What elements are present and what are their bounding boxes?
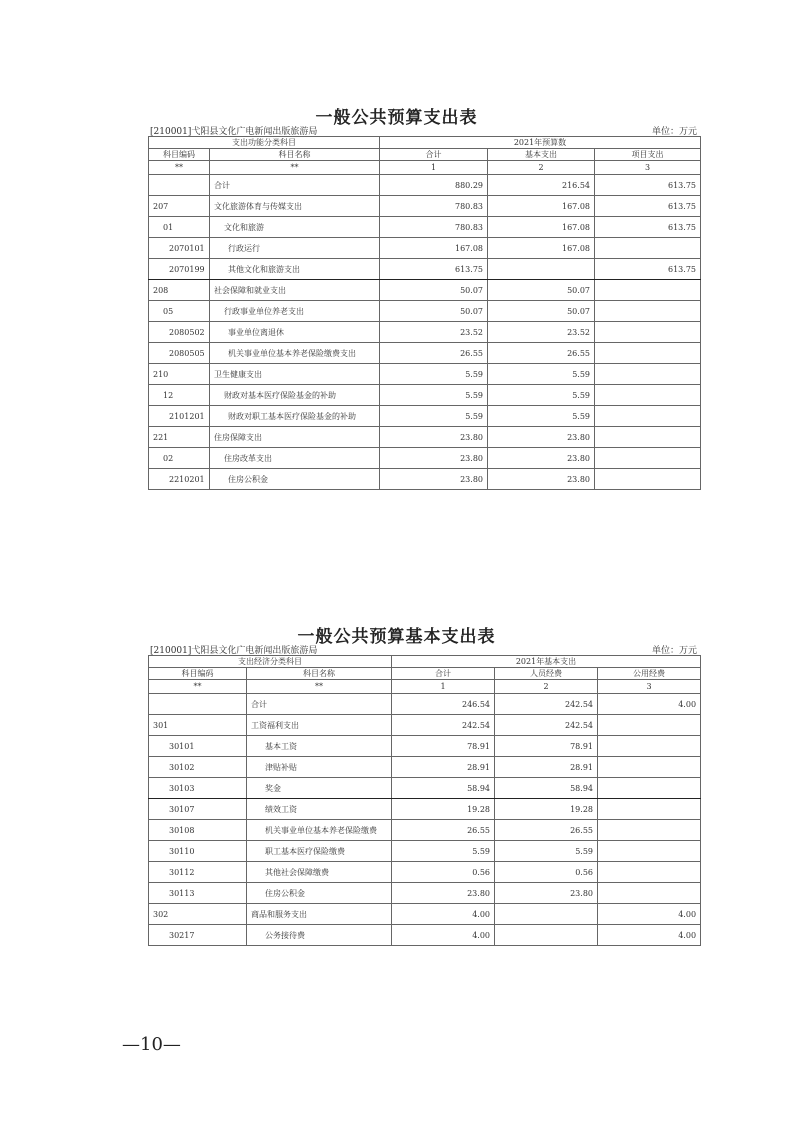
table-row: [149, 280, 701, 301]
table1-cell-basic: 5.59: [488, 406, 595, 427]
table-row: [149, 343, 701, 364]
table2-cell-public: [598, 778, 701, 799]
table1-cell-total: 780.83: [380, 217, 488, 238]
table2-cell-personnel: 242.54: [495, 694, 598, 715]
table2-cell-public: [598, 883, 701, 904]
table1-cell-code: 12: [149, 385, 210, 406]
table1-col-code: 科目编码: [149, 149, 210, 161]
table2-group-right: 2021年基本支出: [392, 656, 701, 668]
table1-title: 一般公共预算支出表: [315, 108, 478, 128]
table2-cell-public: [598, 841, 701, 862]
table1-cell-basic: 23.80: [488, 469, 595, 490]
table1-idx-basic: 2: [488, 161, 595, 175]
table2-cell-personnel: 58.94: [495, 778, 598, 799]
table2-cell-code: 302: [149, 904, 247, 925]
table2-cell-personnel: 78.91: [495, 736, 598, 757]
table1-cell-name: 行政运行: [210, 238, 380, 259]
table1-cell-basic: 5.59: [488, 385, 595, 406]
table1-cell-total: 5.59: [380, 364, 488, 385]
table-row: [149, 862, 701, 883]
table1-cell-code: 2070199: [149, 259, 210, 280]
table1-cell-project: [595, 427, 701, 448]
table1-cell-total: 26.55: [380, 343, 488, 364]
table2-cell-total: 58.94: [392, 778, 495, 799]
table1-cell-project: 613.75: [595, 175, 701, 196]
table2-cell-public: [598, 862, 701, 883]
table-row: [149, 427, 701, 448]
table1-cell-basic: 167.08: [488, 238, 595, 259]
table2-cell-name: 其他社会保障缴费: [247, 862, 392, 883]
table1-cell-basic: 167.08: [488, 196, 595, 217]
table2-cell-code: 30102: [149, 757, 247, 778]
table2-idx-personnel: 2: [495, 680, 598, 694]
table2-unit: 单位：万元: [652, 646, 698, 656]
table-row: [149, 364, 701, 385]
table2-idx-name: **: [247, 680, 392, 694]
table1-cell-code: 221: [149, 427, 210, 448]
table1-cell-basic: 50.07: [488, 301, 595, 322]
table1-cell-code: 2080505: [149, 343, 210, 364]
table2-cell-personnel: 28.91: [495, 757, 598, 778]
table2-cell-personnel: [495, 925, 598, 946]
table1-cell-total: 5.59: [380, 406, 488, 427]
table1-idx-total: 1: [380, 161, 488, 175]
table1-cell-project: [595, 301, 701, 322]
table1-cell-code: 210: [149, 364, 210, 385]
table2-cell-total: 23.80: [392, 883, 495, 904]
page-number: —10—: [122, 1034, 181, 1055]
table-row: [149, 301, 701, 322]
table-row: [149, 469, 701, 490]
table-row: [149, 175, 701, 196]
table1-cell-project: 613.75: [595, 259, 701, 280]
table1-cell-total: 23.80: [380, 469, 488, 490]
table2-cell-name: 公务接待费: [247, 925, 392, 946]
table2-col-name: 科目名称: [247, 668, 392, 680]
table2-col-personnel: 人员经费: [495, 668, 598, 680]
table-row: [149, 799, 701, 820]
table1-cell-basic: 216.54: [488, 175, 595, 196]
table1-cell-name: 行政事业单位养老支出: [210, 301, 380, 322]
table2-cell-personnel: 0.56: [495, 862, 598, 883]
table1-group-left: 支出功能分类科目: [149, 137, 380, 149]
table2-cell-name: 职工基本医疗保险缴费: [247, 841, 392, 862]
table2-idx-total: 1: [392, 680, 495, 694]
table-row: [149, 841, 701, 862]
table1-cell-basic: 50.07: [488, 280, 595, 301]
table1-cell-total: 50.07: [380, 280, 488, 301]
table2-col-public: 公用经费: [598, 668, 701, 680]
table1-cell-name: 其他文化和旅游支出: [210, 259, 380, 280]
table1-cell-code: 207: [149, 196, 210, 217]
table2-cell-personnel: [495, 904, 598, 925]
table2-cell-code: 30103: [149, 778, 247, 799]
table2-cell-total: 4.00: [392, 904, 495, 925]
table1-cell-code: 02: [149, 448, 210, 469]
table1-cell-name: 合计: [210, 175, 380, 196]
table2-cell-name: 奖金: [247, 778, 392, 799]
table1-cell-project: 613.75: [595, 217, 701, 238]
table1-cell-project: [595, 385, 701, 406]
table1-cell-project: [595, 322, 701, 343]
table2-cell-total: 78.91: [392, 736, 495, 757]
table1-cell-project: [595, 343, 701, 364]
table-row: [149, 715, 701, 736]
table1-cell-total: 613.75: [380, 259, 488, 280]
table1-cell-total: 880.29: [380, 175, 488, 196]
table1-idx-code: **: [149, 161, 210, 175]
table-row: [149, 736, 701, 757]
table-row: [149, 448, 701, 469]
table2-cell-total: 242.54: [392, 715, 495, 736]
table2-cell-personnel: 242.54: [495, 715, 598, 736]
table2-title: 一般公共预算基本支出表: [297, 627, 496, 647]
table1-cell-name: 社会保障和就业支出: [210, 280, 380, 301]
table2-cell-total: 4.00: [392, 925, 495, 946]
table-row: [149, 406, 701, 427]
table2-cell-name: 机关事业单位基本养老保险缴费: [247, 820, 392, 841]
table1-cell-name: 事业单位离退休: [210, 322, 380, 343]
table2-cell-personnel: 5.59: [495, 841, 598, 862]
table1-col-name: 科目名称: [210, 149, 380, 161]
table2-cell-personnel: 23.80: [495, 883, 598, 904]
table1-cell-total: 167.08: [380, 238, 488, 259]
table1-org: [210001]弋阳县文化广电新闻出版旅游局: [150, 127, 318, 137]
table1-col-total: 合计: [380, 149, 488, 161]
table2-cell-public: [598, 757, 701, 778]
table2-cell-code: [149, 694, 247, 715]
table1-cell-code: 2101201: [149, 406, 210, 427]
table1-cell-basic: 23.80: [488, 448, 595, 469]
table2-cell-name: 绩效工资: [247, 799, 392, 820]
table-row: [149, 757, 701, 778]
table2-cell-total: 26.55: [392, 820, 495, 841]
table1-cell-code: 208: [149, 280, 210, 301]
table1-cell-basic: 23.80: [488, 427, 595, 448]
table1-cell-name: 住房公积金: [210, 469, 380, 490]
table1-cell-name: 财政对基本医疗保险基金的补助: [210, 385, 380, 406]
table2-cell-name: 商品和服务支出: [247, 904, 392, 925]
table2-cell-total: 0.56: [392, 862, 495, 883]
table1-cell-basic: 23.52: [488, 322, 595, 343]
table2-cell-total: 246.54: [392, 694, 495, 715]
table-row: [149, 904, 701, 925]
table2-cell-public: 4.00: [598, 694, 701, 715]
table1-cell-name: 财政对职工基本医疗保险基金的补助: [210, 406, 380, 427]
table-row: [149, 385, 701, 406]
table1-cell-project: [595, 469, 701, 490]
table2-group-left: 支出经济分类科目: [149, 656, 392, 668]
table1-cell-name: 住房改革支出: [210, 448, 380, 469]
table2-org: [210001]弋阳县文化广电新闻出版旅游局: [150, 646, 318, 656]
table1-col-basic: 基本支出: [488, 149, 595, 161]
table-row: [149, 259, 701, 280]
table2-cell-public: 4.00: [598, 904, 701, 925]
table2-cell-public: [598, 820, 701, 841]
table2: [148, 655, 701, 946]
table1-group-right: 2021年预算数: [380, 137, 701, 149]
table2-cell-code: 30101: [149, 736, 247, 757]
table2-cell-public: 4.00: [598, 925, 701, 946]
table1-unit: 单位：万元: [652, 127, 698, 137]
table-row: [149, 217, 701, 238]
table2-cell-code: 30107: [149, 799, 247, 820]
table2-idx-code: **: [149, 680, 247, 694]
table1-idx-project: 3: [595, 161, 701, 175]
table-row: [149, 820, 701, 841]
table1-cell-name: 机关事业单位基本养老保险缴费支出: [210, 343, 380, 364]
table1-cell-total: 780.83: [380, 196, 488, 217]
table-row: [149, 778, 701, 799]
table2-cell-code: 30217: [149, 925, 247, 946]
table1-cell-name: 卫生健康支出: [210, 364, 380, 385]
table2-cell-name: 合计: [247, 694, 392, 715]
table1-cell-total: 5.59: [380, 385, 488, 406]
table1-cell-project: 613.75: [595, 196, 701, 217]
table2-cell-name: 基本工资: [247, 736, 392, 757]
table1-cell-code: 2070101: [149, 238, 210, 259]
table1-cell-basic: 167.08: [488, 217, 595, 238]
table1-cell-code: 2080502: [149, 322, 210, 343]
table2-cell-name: 津贴补贴: [247, 757, 392, 778]
table2-cell-code: 30112: [149, 862, 247, 883]
table2-cell-code: 30108: [149, 820, 247, 841]
table-row: [149, 925, 701, 946]
table-row: [149, 694, 701, 715]
table1-cell-project: [595, 238, 701, 259]
table1-cell-name: 文化旅游体育与传媒支出: [210, 196, 380, 217]
table1-cell-project: [595, 448, 701, 469]
table1-cell-basic: 26.55: [488, 343, 595, 364]
table1-idx-name: **: [210, 161, 380, 175]
table2-cell-name: 工资福利支出: [247, 715, 392, 736]
table2-col-total: 合计: [392, 668, 495, 680]
table1-cell-code: 05: [149, 301, 210, 322]
table1-cell-basic: 5.59: [488, 364, 595, 385]
table1-cell-project: [595, 280, 701, 301]
table2-cell-personnel: 19.28: [495, 799, 598, 820]
table2-cell-code: 30113: [149, 883, 247, 904]
table1-cell-basic: [488, 259, 595, 280]
table2-cell-total: 19.28: [392, 799, 495, 820]
table2-col-code: 科目编码: [149, 668, 247, 680]
table-row: [149, 322, 701, 343]
table1-cell-total: 23.52: [380, 322, 488, 343]
table1: [148, 136, 701, 490]
table2-cell-public: [598, 799, 701, 820]
table2-cell-code: 301: [149, 715, 247, 736]
table2-cell-code: 30110: [149, 841, 247, 862]
table1-cell-code: [149, 175, 210, 196]
table-row: [149, 196, 701, 217]
table1-cell-project: [595, 364, 701, 385]
table2-idx-public: 3: [598, 680, 701, 694]
table1-col-project: 项目支出: [595, 149, 701, 161]
table2-cell-personnel: 26.55: [495, 820, 598, 841]
table2-cell-total: 5.59: [392, 841, 495, 862]
table2-cell-name: 住房公积金: [247, 883, 392, 904]
table1-cell-total: 23.80: [380, 427, 488, 448]
table-row: [149, 238, 701, 259]
table2-cell-public: [598, 736, 701, 757]
table1-cell-total: 50.07: [380, 301, 488, 322]
table2-cell-total: 28.91: [392, 757, 495, 778]
table1-cell-project: [595, 406, 701, 427]
table2-cell-public: [598, 715, 701, 736]
table1-cell-code: 2210201: [149, 469, 210, 490]
table1-cell-code: 01: [149, 217, 210, 238]
table-row: [149, 883, 701, 904]
table1-cell-total: 23.80: [380, 448, 488, 469]
table1-cell-name: 住房保障支出: [210, 427, 380, 448]
table1-cell-name: 文化和旅游: [210, 217, 380, 238]
